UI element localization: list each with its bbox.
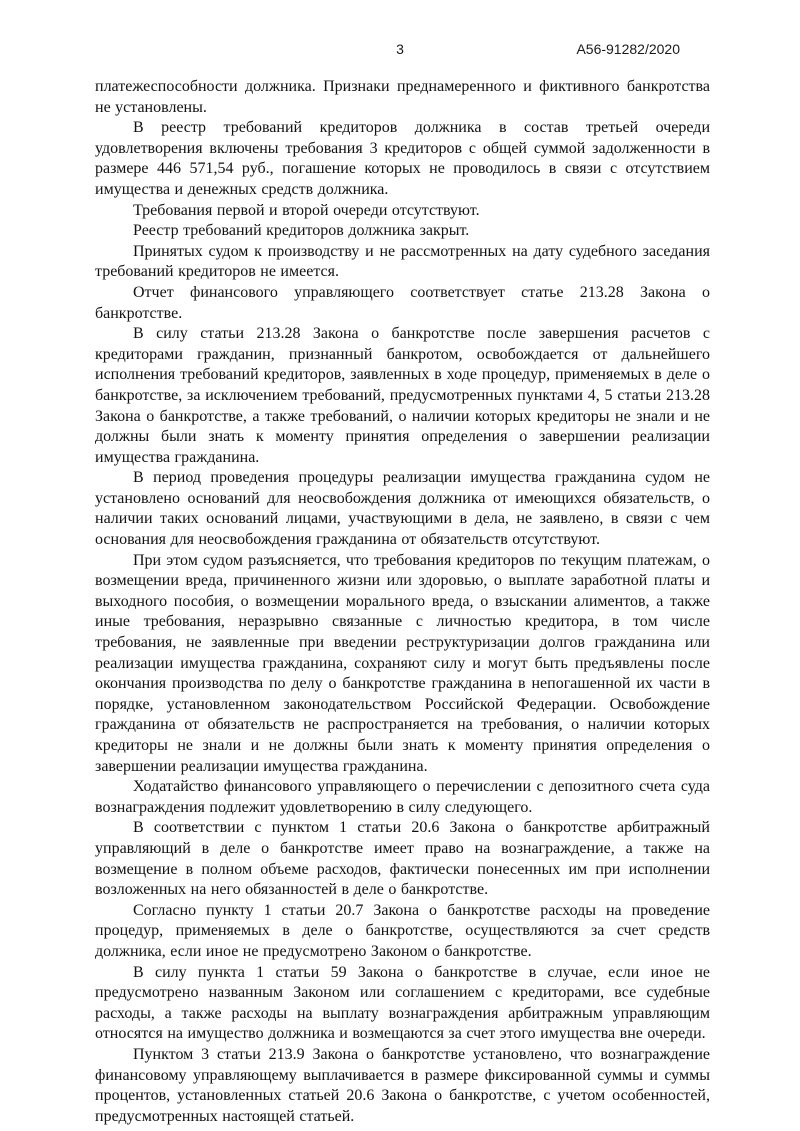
page-header — [0, 40, 800, 58]
paragraph: В реестр требований кредиторов должника в состав третьей очереди удовлетворения включены требования 3 кредиторов с общей суммой задолженности в размере 446 571,54 руб., погашение которых не проводилось в связи с отсутствием имущества и денежных средств должника. — [95, 119, 710, 198]
paragraph: платежеспособности должника. Признаки преднамеренного и фиктивного банкротства не установлены. — [95, 78, 710, 116]
paragraph: При этом судом разъясняется, что требования кредиторов по текущим платежам, о возмещении вреда, причиненного жизни или здоровью, о выплате заработной платы и выходного пособия, о возмещении морального вреда, о взыскании алиментов, а также иные требования, неразрывно связанные с личностью кредитора, в том числе требования, не заявленные при введении реструктуризации долгов гражданина или реализации имущества гражданина, сохраняют силу и могут быть предъявлены после окончания производства по делу о банкротстве гражданина в непогашенной их части в порядке, установленном законодательством Российской Федерации. Освобождение гражданина от обязательств не распространяется на требования, о наличии которых кредиторы не знали и не должны были знать к моменту принятия определения о завершении реализации имущества гражданина. — [95, 551, 710, 775]
document-body — [95, 77, 710, 1127]
paragraph: Требования первой и второй очереди отсутствуют. — [133, 201, 480, 219]
paragraph: В соответствии с пунктом 1 статьи 20.6 Закона о банкротстве арбитражный управляющий в деле о банкротстве имеет право на вознаграждение, а также на возмещение в полном объеме расходов, фактически понесенных им при исполнении возложенных на него обязанностей в деле о банкротстве. — [95, 819, 710, 899]
paragraph: В силу пункта 1 статьи 59 Закона о банкротстве в случае, если иное не предусмотрено названным Законом или соглашением с кредиторами, все судебные расходы, а также расходы на выплату вознаграждения арбитражным управляющим относятся на имущество должника и возмещаются за счет этого имущества вне очереди. — [95, 963, 710, 1043]
paragraph: Пунктом 3 статьи 213.9 Закона о банкротстве установлено, что вознаграждение финансовому управляющему выплачивается в размере фиксированной суммы и суммы процентов, установленных статьей 20.6 Закона о банкротстве, с учетом особенностей, предусмотренных настоящей статьей. — [95, 1045, 710, 1125]
page-number: 3 — [396, 41, 404, 57]
paragraph: В силу статьи 213.28 Закона о банкротстве после завершения расчетов с кредиторами гражданин, признанный банкротом, освобождается от дальнейшего исполнения требований кредиторов, заявленных в ходе процедур, применяемых в деле о банкротстве, за исключением требований, предусмотренных пунктами 4, 5 статьи 213.28 Закона о банкротстве, а также требований, о наличии которых кредиторы не знали и не должны были знать к моменту принятия определения о завершении реализации имущества гражданина. — [95, 325, 710, 466]
paragraph: Ходатайство финансового управляющего о перечислении с депозитного счета суда вознаграждения подлежит удовлетворению в силу следующего. — [95, 778, 710, 816]
paragraph: Согласно пункту 1 статьи 20.7 Закона о банкротстве расходы на проведение процедур, применяемых в деле о банкротстве, осуществляются за счет средств должника, если иное не предусмотрено Законом о банкротстве. — [95, 901, 710, 960]
paragraph: Принятых судом к производству и не рассмотренных на дату судебного заседания требований кредиторов не имеется. — [95, 242, 710, 281]
paragraph: В период проведения процедуры реализации имущества гражданина судом не установлено оснований для неосвобождения должника от имеющихся обязательств, о наличии таких оснований лицами, участвующими в дела, не заявлено, в связи с чем основания для неосвобождения гражданина от обязательств отсутствуют. — [95, 469, 710, 549]
case-number: А56-91282/2020 — [576, 41, 680, 57]
paragraph: Реестр требований кредиторов должника закрыт. — [133, 222, 470, 240]
paragraph: Отчет финансового управляющего соответствует статье 213.28 Закона о банкротстве. — [95, 283, 710, 322]
